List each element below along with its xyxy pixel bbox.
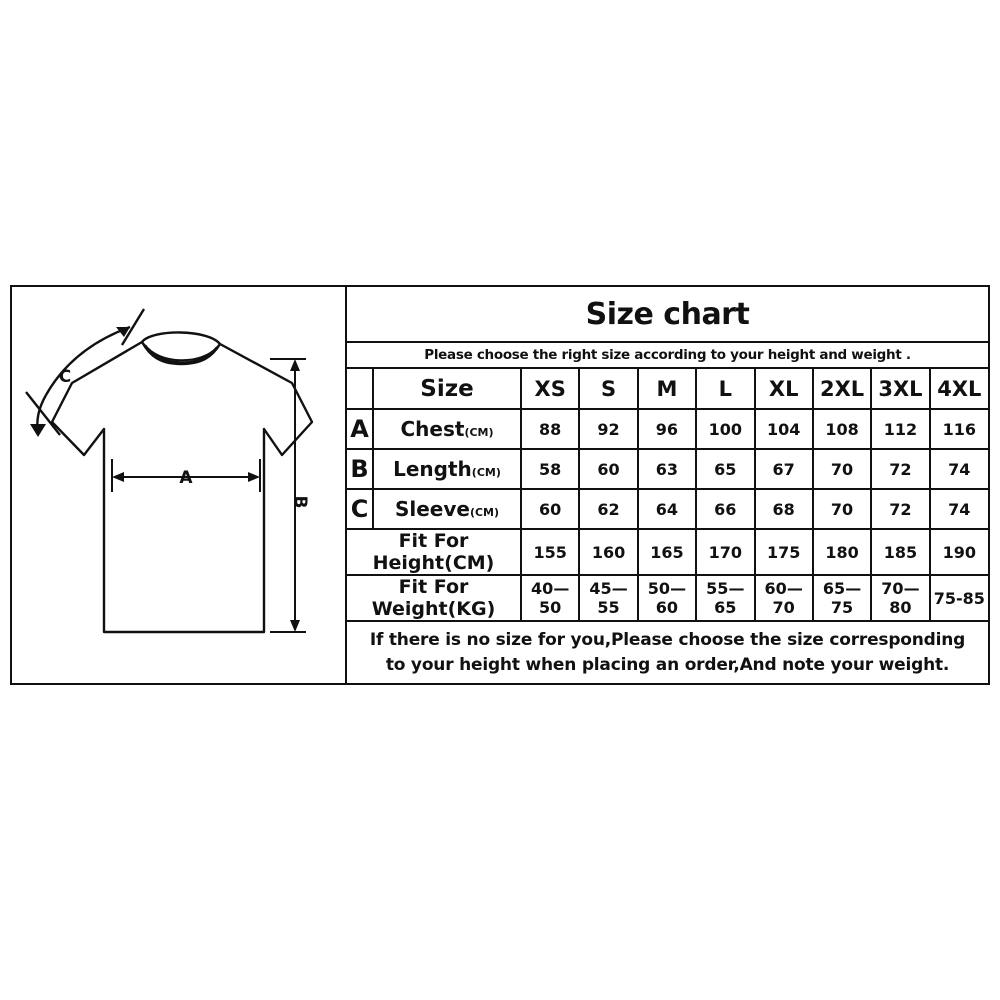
cell-height-s: 160 [579,529,637,575]
row-unit-length: (CM) [471,466,501,479]
cell-chest-xl: 104 [755,409,813,449]
cell-sleeve-l: 66 [696,489,754,529]
diagram-label-b: B [290,495,310,509]
row-label-sleeve-text: Sleeve [394,497,470,521]
chart-note: If there is no size for you,Please choose the size corresponding to your height when placing an order,And note your weight. [369,629,966,675]
cell-chest-s: 92 [579,409,637,449]
row-letter-b: B [347,449,373,489]
header-size-m: M [638,369,696,409]
row-unit-fit-weight: (KG) [447,598,496,620]
table-row-length [347,449,988,489]
cell-sleeve-s: 62 [579,489,637,529]
row-label-fit-weight [347,575,521,620]
diagram-label-c: C [58,367,72,387]
header-size-xs: XS [521,369,579,409]
cell-length-m: 63 [638,449,696,489]
cell-height-3xl: 185 [871,529,929,575]
cell-height-xs: 155 [521,529,579,575]
row-letter-a: A [347,409,373,449]
cell-length-l: 65 [696,449,754,489]
tshirt-diagram-panel [12,287,347,683]
cell-weight-3xl: 70—80 [871,575,929,620]
cell-weight-4xl: 75-85 [930,575,988,620]
header-size-label: Size [373,369,521,409]
row-unit-fit-height: (CM) [444,552,495,574]
cell-weight-2xl: 65—75 [813,575,871,620]
chart-subtitle-row [347,343,988,369]
row-label-sleeve [373,489,521,529]
chart-subtitle: Please choose the right size according to your height and weight . [424,347,911,363]
cell-sleeve-m: 64 [638,489,696,529]
cell-height-l: 170 [696,529,754,575]
cell-length-xs: 58 [521,449,579,489]
row-label-chest-text: Chest [400,417,465,441]
chart-title: Size chart [585,296,750,332]
size-chart-frame [10,285,990,685]
header-size-s: S [579,369,637,409]
cell-height-4xl: 190 [930,529,988,575]
chart-title-row [347,287,988,343]
cell-weight-m: 50—60 [638,575,696,620]
size-table-panel [347,287,988,683]
table-row-sleeve [347,489,988,529]
cell-height-m: 165 [638,529,696,575]
cell-chest-2xl: 108 [813,409,871,449]
row-letter-c: C [347,489,373,529]
cell-weight-s: 45—55 [579,575,637,620]
cell-chest-4xl: 116 [930,409,988,449]
size-table [347,369,988,620]
cell-chest-m: 96 [638,409,696,449]
cell-sleeve-2xl: 70 [813,489,871,529]
cell-height-2xl: 180 [813,529,871,575]
row-unit-sleeve: (CM) [469,506,500,519]
cell-length-s: 60 [579,449,637,489]
cell-sleeve-4xl: 74 [930,489,988,529]
cell-sleeve-3xl: 72 [871,489,929,529]
chart-note-row [347,620,988,683]
row-label-fit-height-text: Fit For Height [372,530,469,574]
cell-sleeve-xs: 60 [521,489,579,529]
cell-weight-xs: 40—50 [521,575,579,620]
row-label-fit-height [347,529,521,575]
diagram-label-a: A [179,468,193,488]
header-size-2xl: 2XL [813,369,871,409]
cell-length-3xl: 72 [871,449,929,489]
cell-chest-3xl: 112 [871,409,929,449]
row-label-fit-weight-text: Fit For Weight [371,576,469,620]
table-row-chest [347,409,988,449]
row-label-chest [373,409,521,449]
cell-weight-l: 55—65 [696,575,754,620]
row-unit-chest: (CM) [464,426,494,439]
header-size-3xl: 3XL [871,369,929,409]
header-size-4xl: 4XL [930,369,988,409]
header-letter-spacer [347,369,373,409]
cell-chest-xs: 88 [521,409,579,449]
row-label-length-text: Length [393,457,472,481]
table-row-fit-height [347,529,988,575]
cell-height-xl: 175 [755,529,813,575]
cell-chest-l: 100 [696,409,754,449]
table-header-row [347,369,988,409]
tshirt-diagram-icon [12,287,347,683]
cell-length-4xl: 74 [930,449,988,489]
cell-weight-xl: 60—70 [755,575,813,620]
row-label-length [373,449,521,489]
cell-sleeve-xl: 68 [755,489,813,529]
cell-length-2xl: 70 [813,449,871,489]
table-row-fit-weight [347,575,988,620]
header-size-xl: XL [755,369,813,409]
cell-length-xl: 67 [755,449,813,489]
header-size-l: L [696,369,754,409]
